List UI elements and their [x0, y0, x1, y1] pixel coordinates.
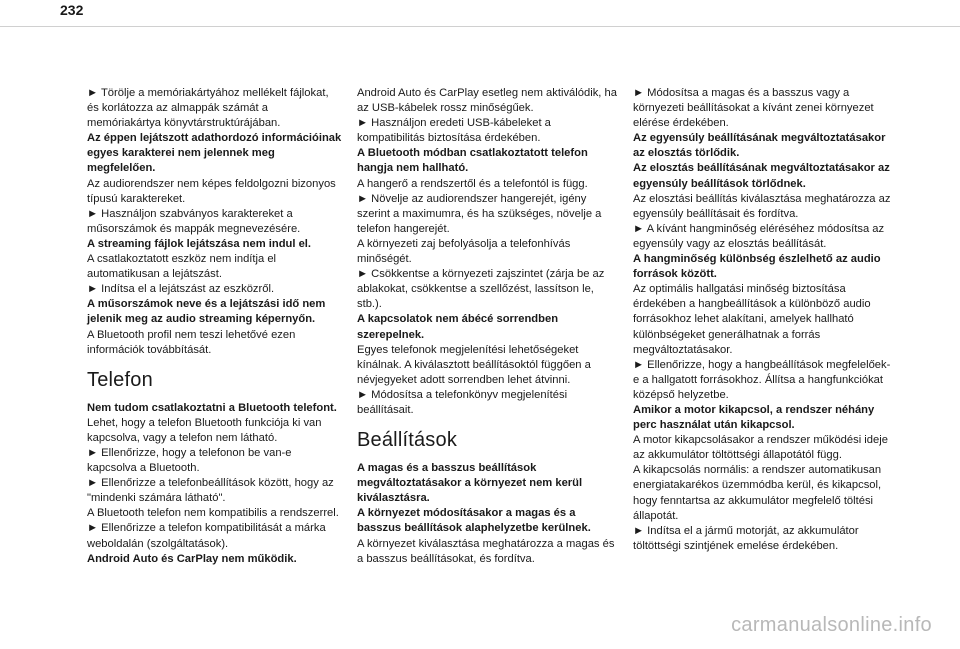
paragraph: ► Használjon eredeti USB-kábeleket a kompatibilitás biztosítása érdekében.	[357, 117, 551, 145]
question-heading: Nem tudom csatlakoztatni a Bluetooth telefont.	[87, 401, 337, 414]
section-heading: Beállítások	[357, 429, 458, 452]
paragraph: ► Módosítsa a telefonkönyv megjelenítési beállításait.	[357, 388, 568, 416]
paragraph: A Bluetooth profil nem teszi lehetővé ezen információk továbbítását.	[87, 328, 296, 356]
paragraph: ► Ellenőrizze, hogy a telefonon be van-e kapcsolva a Bluetooth.	[87, 446, 292, 475]
paragraph: ► Használjon szabványos karaktereket a műsorszámok és mappák megnevezésére.	[87, 207, 301, 235]
paragraph: ► A kívánt hangminőség eléréséhez módosítsa az egyensúly vagy az elosztás beállítását.	[633, 222, 885, 250]
text-column-2	[357, 86, 619, 567]
paragraph: A Bluetooth telefon nem kompatibilis a rendszerrel.	[87, 507, 339, 520]
paragraph: Egyes telefonok megjelenítési lehetőségeket kínálnak. A kiválasztott beállításoktól függően a névjegyeket adott sorrendben lehet átvinni.	[357, 343, 591, 386]
paragraph: ► Módosítsa a magas és a basszus vagy a környezeti beállításokat a kívánt zenei környezet elérése érdekében.	[633, 87, 874, 130]
paragraph: A kikapcsolás normális: a rendszer automatikusan energiatakarékos üzemmódba kerül, és kikapcsol, hogy fenntartsa az akkumulátor megfelelő töltési állapotát.	[633, 464, 882, 522]
question-heading: A kapcsolatok nem ábécé sorrendben szerepelnek.	[357, 313, 559, 341]
watermark-text[interactable]: carmanualsonline.info	[731, 614, 932, 636]
paragraph: ► Csökkentse a környezeti zajszintet (zárja be az ablakokat, csökkentse a szellőzést, lassítson le, stb.).	[357, 268, 605, 311]
header-divider	[0, 26, 960, 27]
paragraph: Az elosztási beállítás kiválasztása meghatározza az egyensúly beállításait és fordítva.	[633, 192, 891, 220]
question-heading: A környezet módosításakor a magas és a basszus beállítások alaphelyzetbe kerülnek.	[357, 507, 591, 535]
paragraph: ► Törölje a memóriakártyához mellékelt fájlokat, és korlátozza az almappák számát a memóriakártya könyvtárstruktúrájában.	[87, 87, 329, 130]
paragraph: Android Auto és CarPlay esetleg nem aktiválódik, ha az USB-kábelek rossz minőségűek.	[357, 87, 617, 115]
question-heading: A Bluetooth módban csatlakoztatott telefon hangja nem hallható.	[357, 147, 588, 175]
section-heading: Telefon	[87, 368, 153, 391]
question-heading: Amikor a motor kikapcsol, a rendszer néhány perc használat után kikapcsol.	[633, 403, 875, 432]
paragraph: Lehet, hogy a telefon Bluetooth funkciója ki van kapcsolva, vagy a telefon nem látható.	[87, 416, 322, 444]
question-heading: Az éppen lejátszott adathordozó információinak egyes karakterei nem jelennek meg megfelelően.	[87, 132, 342, 175]
paragraph: ► Ellenőrizze a telefon kompatibilitását a márka weboldalán (szolgáltatások).	[87, 522, 326, 550]
paragraph: Az audiorendszer nem képes feldolgozni bizonyos típusú karaktereket.	[87, 177, 336, 205]
question-heading: A magas és a basszus beállítások megváltoztatásakor a környezet nem kerül kiválasztásra.	[357, 462, 583, 505]
paragraph: ► Ellenőrizze a telefonbeállítások között, hogy az "mindenki számára látható".	[87, 477, 334, 505]
question-heading: A hangminőség különbség észlelhető az audio források között.	[633, 253, 881, 281]
question-heading: Az elosztás beállításának megváltoztatásakor az egyensúly beállítások törlődnek.	[633, 162, 890, 190]
question-heading: A streaming fájlok lejátszása nem indul el.	[87, 237, 312, 250]
question-heading: Android Auto és CarPlay nem működik.	[87, 552, 297, 565]
paragraph: ► Növelje az audiorendszer hangerejét, igény szerint a maximumra, és ha szükséges, növelje a telefon hangerejét.	[357, 192, 602, 235]
question-heading: A műsorszámok neve és a lejátszási idő nem jelenik meg az audio streaming képernyőn.	[87, 298, 326, 326]
question-heading: Az egyensúly beállításának megváltoztatásakor az elosztás törlődik.	[633, 132, 886, 160]
paragraph: A környezeti zaj befolyásolja a telefonhívás minőségét.	[357, 237, 571, 266]
paragraph: A hangerő a rendszertől és a telefontól is függ.	[357, 177, 588, 190]
text-column-1	[87, 86, 342, 567]
paragraph: Az optimális hallgatási minőség biztosítása érdekében a hangbeállítások a különböző audio forrásokhoz lehet alakítani, amelyek hallható különbségeket generálhatnak a forrás megváltoztatásakor.	[633, 283, 871, 356]
paragraph: ► Indítsa el a lejátszást az eszközről.	[87, 283, 275, 296]
paragraph: A környezet kiválasztása meghatározza a magas és a basszus beállításokat, és fordítva.	[357, 537, 615, 565]
page-number: 232	[60, 2, 84, 18]
paragraph: ► Indítsa el a jármű motorját, az akkumulátor töltöttségi szintjének emelése érdekében.	[633, 524, 859, 552]
paragraph: ► Ellenőrizze, hogy a hangbeállítások megfelelőek-e a hallgatott forrásokhoz. Állítsa a hangfunkciókat középső helyzetbe.	[633, 358, 891, 401]
paragraph: A csatlakoztatott eszköz nem indítja el automatikusan a lejátszást.	[87, 253, 277, 281]
text-column-3	[633, 86, 895, 554]
paragraph: A motor kikapcsolásakor a rendszer működési ideje az akkumulátor töltöttségi állapotától függ.	[633, 434, 888, 462]
